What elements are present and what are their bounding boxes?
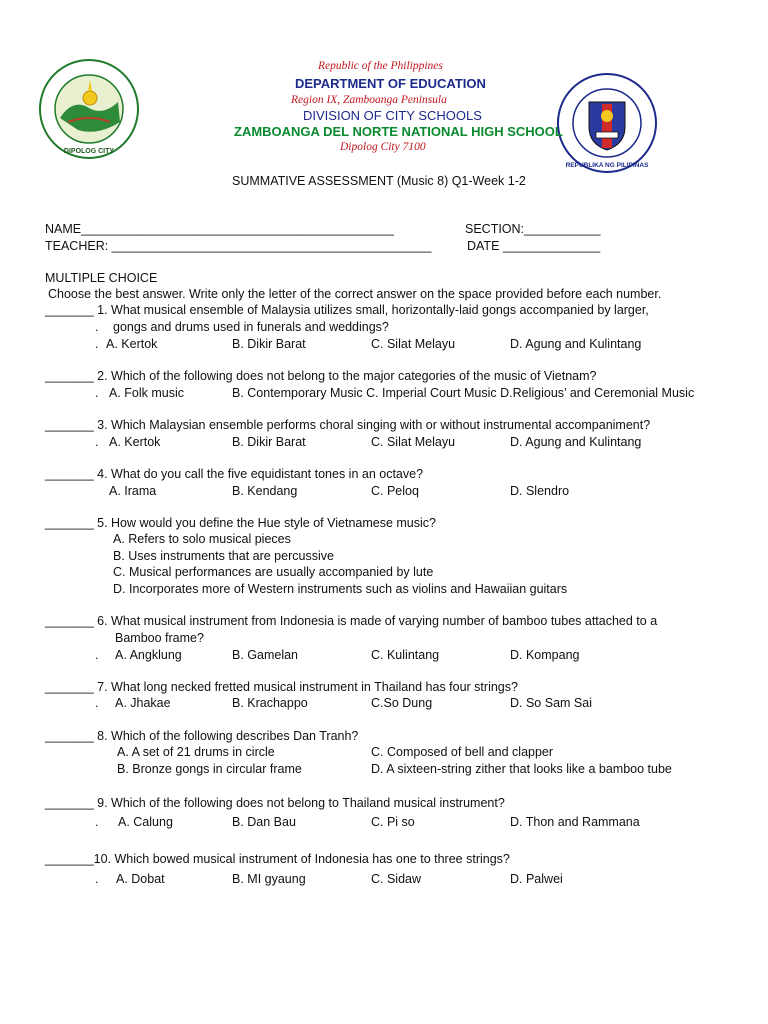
left-logo-text-bottom: DIPOLOG CITY — [63, 148, 115, 155]
division-line: DIVISION OF CITY SCHOOLS — [303, 108, 482, 123]
republic-line: Republic of the Philippines — [318, 60, 443, 72]
choice-2a: A. Folk music — [109, 386, 185, 400]
choice-8a: A. A set of 21 drums in circle — [117, 745, 275, 759]
choice-10d: D. Palwei — [510, 872, 563, 886]
question-1-dot: . — [95, 320, 99, 334]
choice-6c: C. Kulintang — [371, 648, 440, 662]
school-seal-logo — [38, 58, 140, 160]
choice-4c: C. Peloq — [371, 484, 419, 498]
deped-seal-logo — [556, 72, 658, 174]
choice-9d: D. Thon and Rammana — [510, 815, 640, 829]
question-6: _______ 6. What musical instrument from Indonesia is made of varying number of bamboo tubes attached to a — [45, 614, 658, 628]
choice-3a: A. Kertok — [109, 435, 161, 449]
choice-9b: B. Dan Bau — [232, 815, 296, 829]
choice-7b: B. Krachappo — [232, 696, 308, 710]
choice-5d: D. Incorporates more of Western instruments such as violins and Hawaiian guitars — [113, 582, 568, 596]
choice-5c: C. Musical performances are usually accompanied by lute — [113, 565, 434, 579]
date-field[interactable]: DATE ______________ — [467, 239, 601, 253]
question-2: _______ 2. Which of the following does not belong to the major categories of the music of Vietnam? — [45, 369, 597, 383]
question-3: _______ 3. Which Malaysian ensemble performs choral singing with or without instrumental accompaniment? — [45, 418, 651, 432]
question-9: _______ 9. Which of the following does not belong to Thailand musical instrument? — [45, 796, 505, 810]
choice-5a: A. Refers to solo musical pieces — [113, 532, 291, 546]
choice-9a: A. Calung — [118, 815, 173, 829]
choice-10a: A. Dobat — [116, 872, 165, 886]
choice-1d: D. Agung and Kulintang — [510, 337, 642, 351]
choice-1c: C. Silat Melayu — [371, 337, 456, 351]
choice-10b: B. MI gyaung — [232, 872, 306, 886]
choice-dot: . — [95, 815, 99, 829]
choice-1a: A. Kertok — [106, 337, 158, 351]
city-line: Dipolog City 7100 — [340, 141, 426, 153]
choice-6a: A. Angklung — [115, 648, 182, 662]
choice-dot: . — [95, 337, 99, 351]
teacher-field[interactable]: TEACHER: ______________________________________________ — [45, 239, 432, 253]
choice-8b: B. Bronze gongs in circular frame — [117, 762, 302, 776]
choice-3c: C. Silat Melayu — [371, 435, 456, 449]
choice-dot: . — [95, 696, 99, 710]
choice-dot: . — [95, 872, 99, 886]
right-logo-text-bottom: REPUBLIKA NG PILIPINAS — [565, 162, 649, 169]
choice-6b: B. Gamelan — [232, 648, 299, 662]
question-1-cont: gongs and drums used in funerals and weddings? — [113, 320, 389, 334]
choice-3b: B. Dikir Barat — [232, 435, 306, 449]
section-heading: MULTIPLE CHOICE — [45, 271, 158, 285]
question-7: _______ 7. What long necked fretted musical instrument in Thailand has four strings? — [45, 680, 518, 694]
choice-2b: B. Contemporary Music C. Imperial Court Music D.Religious’ and Ceremonial Music — [232, 386, 695, 400]
choice-10c: C. Sidaw — [371, 872, 422, 886]
name-field[interactable]: NAME_____________________________________________ — [45, 222, 394, 236]
question-10: _______10. Which bowed musical instrument of Indonesia has one to three strings? — [45, 852, 510, 866]
choice-4b: B. Kendang — [232, 484, 298, 498]
choice-1b: B. Dikir Barat — [232, 337, 306, 351]
choice-8d: D. A sixteen-string zither that looks like a bamboo tube — [371, 762, 672, 776]
question-4: _______ 4. What do you call the five equidistant tones in an octave? — [45, 467, 424, 481]
question-5: _______ 5. How would you define the Hue style of Vietnamese music? — [45, 516, 436, 530]
region-line: Region IX, Zamboanga Peninsula — [291, 94, 447, 106]
question-1: _______ 1. What musical ensemble of Malaysia utilizes small, horizontally-laid gongs accompanied by larger, — [45, 303, 649, 317]
choice-7d: D. So Sam Sai — [510, 696, 592, 710]
choice-9c: C. Pi so — [371, 815, 415, 829]
choice-7a: A. Jhakae — [115, 696, 171, 710]
question-6-cont: Bamboo frame? — [115, 631, 204, 645]
choice-dot: . — [95, 648, 99, 662]
choice-4d: D. Slendro — [510, 484, 570, 498]
choice-7c: C.So Dung — [371, 696, 433, 710]
page-title: SUMMATIVE ASSESSMENT (Music 8) Q1-Week 1-2 — [232, 174, 526, 188]
choice-8c: C. Composed of bell and clapper — [371, 745, 554, 759]
department-line: DEPARTMENT OF EDUCATION — [295, 76, 486, 91]
choice-dot: . — [95, 386, 99, 400]
choice-6d: D. Kompang — [510, 648, 580, 662]
choice-5b: B. Uses instruments that are percussive — [113, 549, 334, 563]
school-name-line: ZAMBOANGA DEL NORTE NATIONAL HIGH SCHOOL — [234, 124, 563, 139]
instructions: Choose the best answer. Write only the letter of the correct answer on the space provided before each number. — [48, 287, 662, 301]
section-field[interactable]: SECTION:___________ — [465, 222, 601, 236]
choice-3d: D. Agung and Kulintang — [510, 435, 642, 449]
question-8: _______ 8. Which of the following describes Dan Tranh? — [45, 729, 359, 743]
choice-4a: A. Irama — [109, 484, 157, 498]
choice-dot: . — [95, 435, 99, 449]
